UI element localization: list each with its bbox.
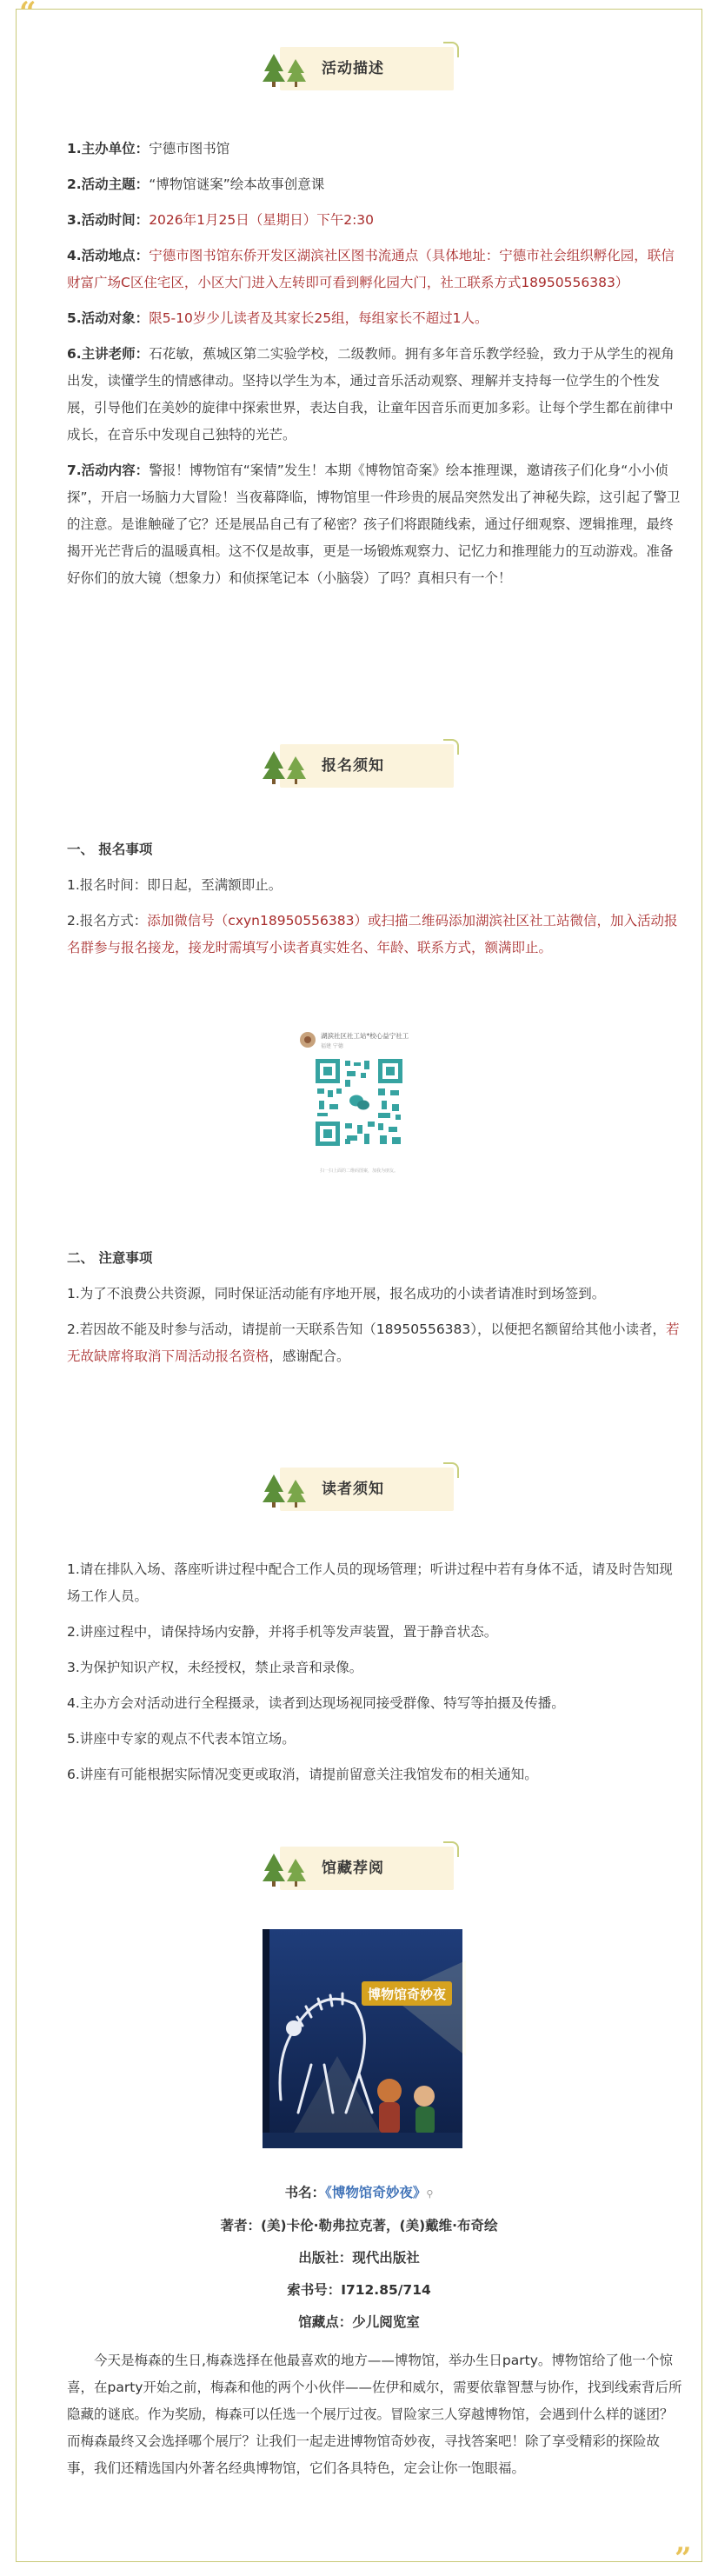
section-header-corner [443,42,459,57]
reader-note-6: 6.讲座有可能根据实际情况变更或取消，请提前留意关注我馆发布的相关通知。 [67,1767,538,1782]
audience-value: 限5-10岁少儿读者及其家长25组，每组家长不超过1人。 [149,310,489,326]
signup-method-label: 2.报名方式： [67,913,148,929]
section-header-corner [443,1462,459,1478]
qr-caption: 扫一扫上面的二维码图案，加我为朋友。 [319,1168,399,1174]
signup-heading: 一、 报名事项 [67,842,153,857]
section-header-reader [261,1461,469,1514]
theme-value: “博物馆谜案”绘本故事创意课 [149,176,325,192]
teacher-value: 石花敏，蕉城区第二实验学校，二级教师。拥有多年音乐教学经验，致力于从学生的视角出发，读懂学生的情感律动。坚持以学生为本，通过音乐活动观察、理解并支持每一位学生的个性发展，引导他们在美妙的旋律中探索世界，表达自我，让童年因音乐而更加多彩。让每个学生都在前律中成长，在音乐中发现自己独特的光芒。 [67,346,675,443]
section-title: 馆藏荐阅 [322,1860,384,1877]
note-2-a: 2.若因故不能及时参与活动，请提前一天联系告知（18950556383），以便把名额留给其他小读者， [67,1321,667,1337]
book-call-number: 索书号：I712.85/714 [287,2282,431,2298]
qr-code-card [294,1026,424,1181]
section-title: 活动描述 [322,60,384,77]
content-label: 7.活动内容： [67,463,150,478]
activity-details [67,136,686,592]
qr-title: 湖滨社区社工站*校心益宁社工 [321,1032,409,1040]
book-publisher: 出版社：现代出版社 [298,2250,420,2266]
signup-method-value: 添加微信号（cxyn18950556383）或扫描二维码添加湖滨社区社工站微信，加入活动报名群参与报名接龙，接龙时需填写小读者真实姓名、年龄、联系方式，额满即止。 [67,913,678,955]
book-name-label: 书名： [284,2185,326,2200]
theme-label: 2.活动主题： [67,176,150,192]
note-2-b: 若无故缺席将取消下周活动报名资格 [67,1321,680,1364]
content-value: 警报！博物馆有“案情”发生！本期《博物馆奇案》绘本推理课，邀请孩子们化身“小小侦探”，开启一场脑力大冒险！当夜幕降临，博物馆里一件珍贵的展品突然发出了神秘失踪，这引起了警卫的注意。是谁触碰了它？还是展品自己有了秘密？孩子们将跟随线索，通过仔细观察、逻辑推理，最终揭开光芒背后的温暖真相。这不仅是故事，更是一场锻炼观察力、记忆力和推理能力的互动游戏。准备好你们的放大镜（想象力）和侦探笔记本（小脑袋）了吗？真相只有一个！ [67,463,681,586]
reader-note-3: 3.为保护知识产权，未经授权，禁止录音和录像。 [67,1660,363,1675]
book-cover-title: 博物馆奇妙夜 [367,1987,447,2002]
signup-item-1: 1.报名时间：即日起，至满额即止。 [67,877,283,893]
close-quote-icon: ” [675,2541,692,2576]
time-label: 3.活动时间： [67,212,150,228]
signup-details [67,836,686,962]
time-value: 2026年1月25日（星期日）下午2:30 [149,212,375,228]
organizer-value: 宁德市图书馆 [149,141,230,156]
section-title: 报名须知 [322,757,384,775]
notes-heading: 二、 注意事项 [67,1250,153,1266]
book-author: 著者：(美)卡伦·勒弗拉克著，(美)戴维·布奇绘 [220,2218,498,2233]
place-value: 宁德市图书馆东侨开发区湖滨社区图书流通点（具体地址：宁德市社会组织孵化园，联信财富广场C区住宅区，小区大门进入左转即可看到孵化园大门，社工联系方式18950556383） [67,248,675,290]
section-header-recommend [261,1840,469,1894]
section-header-corner [443,739,459,755]
section-header-activity [261,40,469,94]
place-label: 4.活动地点： [67,248,150,263]
reader-notes [67,1556,686,1788]
search-icon[interactable]: ⚲ [426,2188,434,2200]
organizer-label: 1.主办单位： [67,141,150,156]
open-quote-icon: “ [19,0,37,30]
qr-subtitle: 福建 宁德 [321,1043,343,1049]
reader-note-1: 1.请在排队入场、落座听讲过程中配合工作人员的现场管理；听讲过程中若有身体不适，请及时告知现场工作人员。 [67,1561,673,1604]
book-location: 馆藏点：少儿阅览室 [298,2314,420,2330]
reader-note-2: 2.讲座过程中，请保持场内安静，并将手机等发声装置，置于静音状态。 [67,1624,498,1640]
signup-notes [67,1245,686,1370]
qr-code [294,1026,424,1181]
section-title: 读者须知 [322,1481,384,1498]
reader-note-4: 4.主办方会对活动进行全程摄录，读者到达现场视同接受群像、特写等拍摄及传播。 [67,1695,565,1711]
note-1: 1.为了不浪费公共资源，同时保证活动能有序地开展，报名成功的小读者请准时到场签到。 [67,1286,606,1301]
teacher-label: 6.主讲老师： [67,346,150,362]
audience-label: 5.活动对象： [67,310,150,326]
book-name[interactable]: 《博物馆奇妙夜》 [325,2185,427,2200]
section-header-signup [261,737,469,791]
book-description-text: 今天是梅森的生日,梅森选择在他最喜欢的地方——博物馆，举办生日party。博物馆给了他一个惊喜，在party开始之前，梅森和他的两个小伙伴——佐伊和威尔，需要依靠智慧与协作，找到线索背后所隐藏的谜底。作为奖励，梅森可以任选一个展厅过夜。冒险家三人穿越博物馆，会遇到什么样的谜团？而梅森最终又会选择哪个展厅？让我们一起走进博物馆奇妙夜，寻找答案吧！除了享受精彩的探险故事，我们还精选国内外著名经典博物馆，它们各具特色，定会让你一饱眼福。 [67,2353,682,2476]
book-description [67,2347,686,2482]
tree-icon [261,50,313,89]
note-2-c: ，感谢配合。 [269,1348,350,1364]
book-cover-image [259,1926,466,2153]
tree-icon [261,1850,313,1888]
tree-icon [261,1471,313,1509]
tree-icon [261,748,313,786]
reader-note-5: 5.讲座中专家的观点不代表本馆立场。 [67,1731,296,1747]
book-info [67,2177,651,2339]
section-header-corner [443,1841,459,1857]
